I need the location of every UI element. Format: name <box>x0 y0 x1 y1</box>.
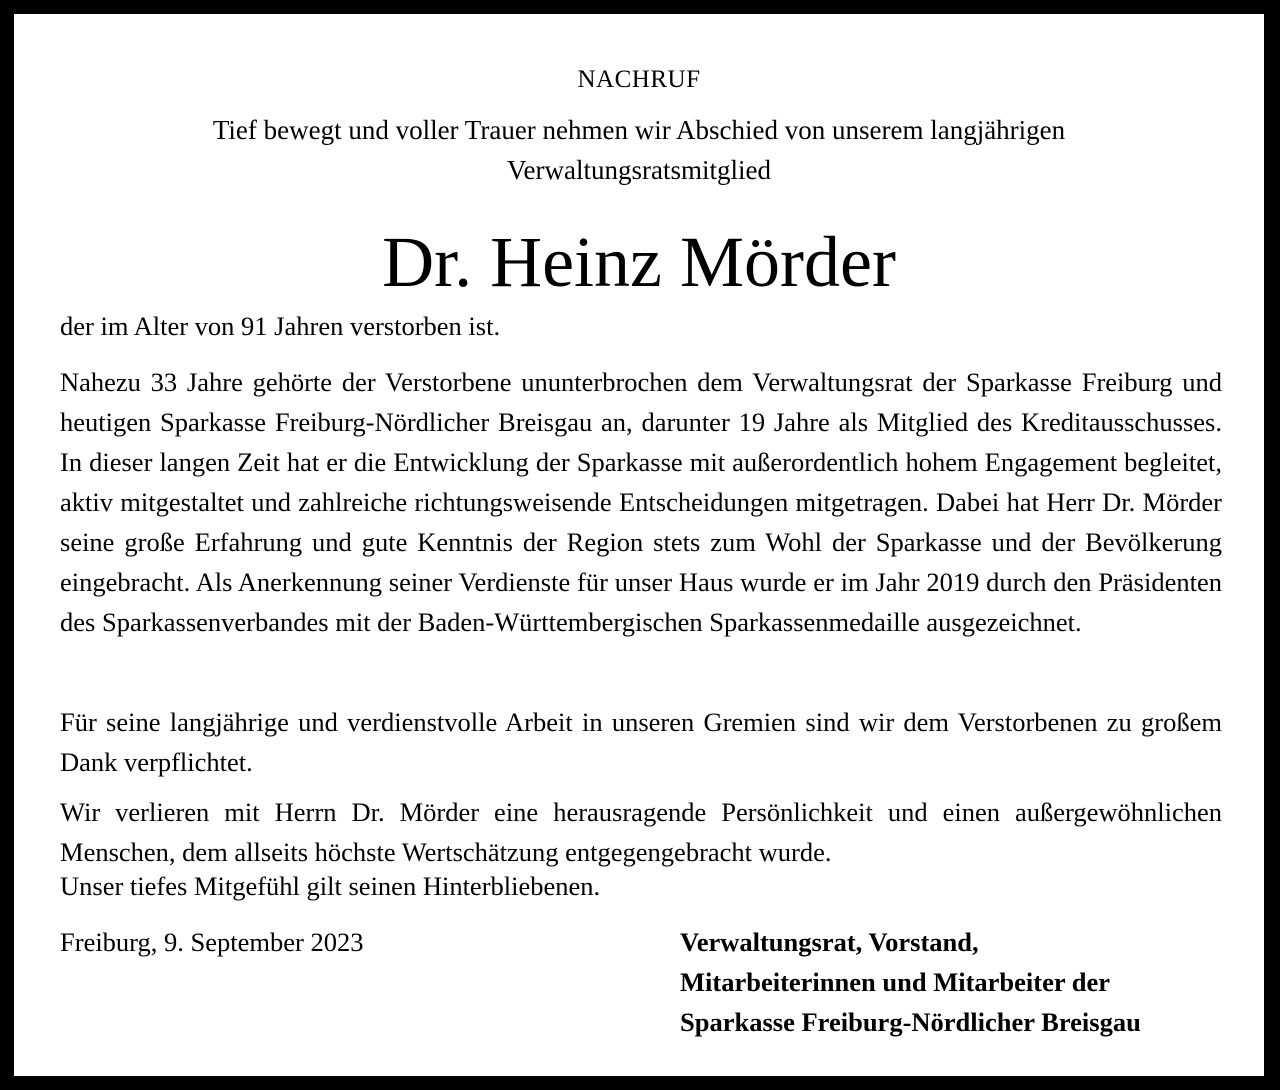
signature-line-3: Sparkasse Freiburg-Nördlicher Breisgau <box>680 1007 1141 1037</box>
notice-heading: NACHRUF <box>577 66 701 93</box>
deceased-name: Dr. Heinz Mörder <box>382 222 896 302</box>
thanks-paragraph: Für seine langjährige und verdienstvolle Arbeit in unseren Gremien sind wir dem Verstorbenen zu großem Dank verpflichtet. <box>60 707 1222 777</box>
sympathy-paragraph: Unser tiefes Mitgefühl gilt seinen Hinterbliebenen. <box>60 871 601 901</box>
notice-intro <box>14 110 1264 190</box>
intro-line-1: Tief bewegt und voller Trauer nehmen wir Abschied von unserem langjährigen <box>212 115 1066 145</box>
loss-paragraph: Wir verlieren mit Herrn Dr. Mörder eine herausragende Persönlichkeit und einen außergewöhnlichen Menschen, dem allseits höchste Wertschätzung entgegengebracht wurde. <box>60 797 1222 867</box>
intro-line-2: Verwaltungsratsmitglied <box>507 155 771 185</box>
signature-line-2: Mitarbeiterinnen und Mitarbeiter der <box>680 967 1111 997</box>
obituary-notice <box>14 14 1264 1076</box>
signature-line-1: Verwaltungsrat, Vorstand, <box>680 927 979 957</box>
age-line: der im Alter von 91 Jahren verstorben ist. <box>60 311 501 341</box>
place-date: Freiburg, 9. September 2023 <box>60 927 364 957</box>
service-paragraph: Nahezu 33 Jahre gehörte der Verstorbene ununterbrochen dem Verwaltungsrat der Sparkasse Freiburg und heutigen Sparkasse Freiburg-Nördlicher Breisgau an, darunter 19 Jahre als Mitglied des Kreditausschusses. In dieser langen Zeit hat er die Entwicklung der Sparkasse mit außerordentlich hohem Engagement begleitet, aktiv mitgestaltet und zahlreiche richtungsweisende Entscheidungen mitgetragen. Dabei hat Herr Dr. Mörder seine große Erfahrung und gute Kenntnis der Region stets zum Wohl der Sparkasse und der Bevölkerung eingebracht. Als Anerkennung seiner Verdienste für unser Haus wurde er im Jahr 2019 durch den Präsidenten des Sparkassenverbandes mit der Baden-Württembergischen Sparkassenmedaille ausgezeichnet. <box>60 367 1222 637</box>
signature-block <box>680 922 1141 1042</box>
